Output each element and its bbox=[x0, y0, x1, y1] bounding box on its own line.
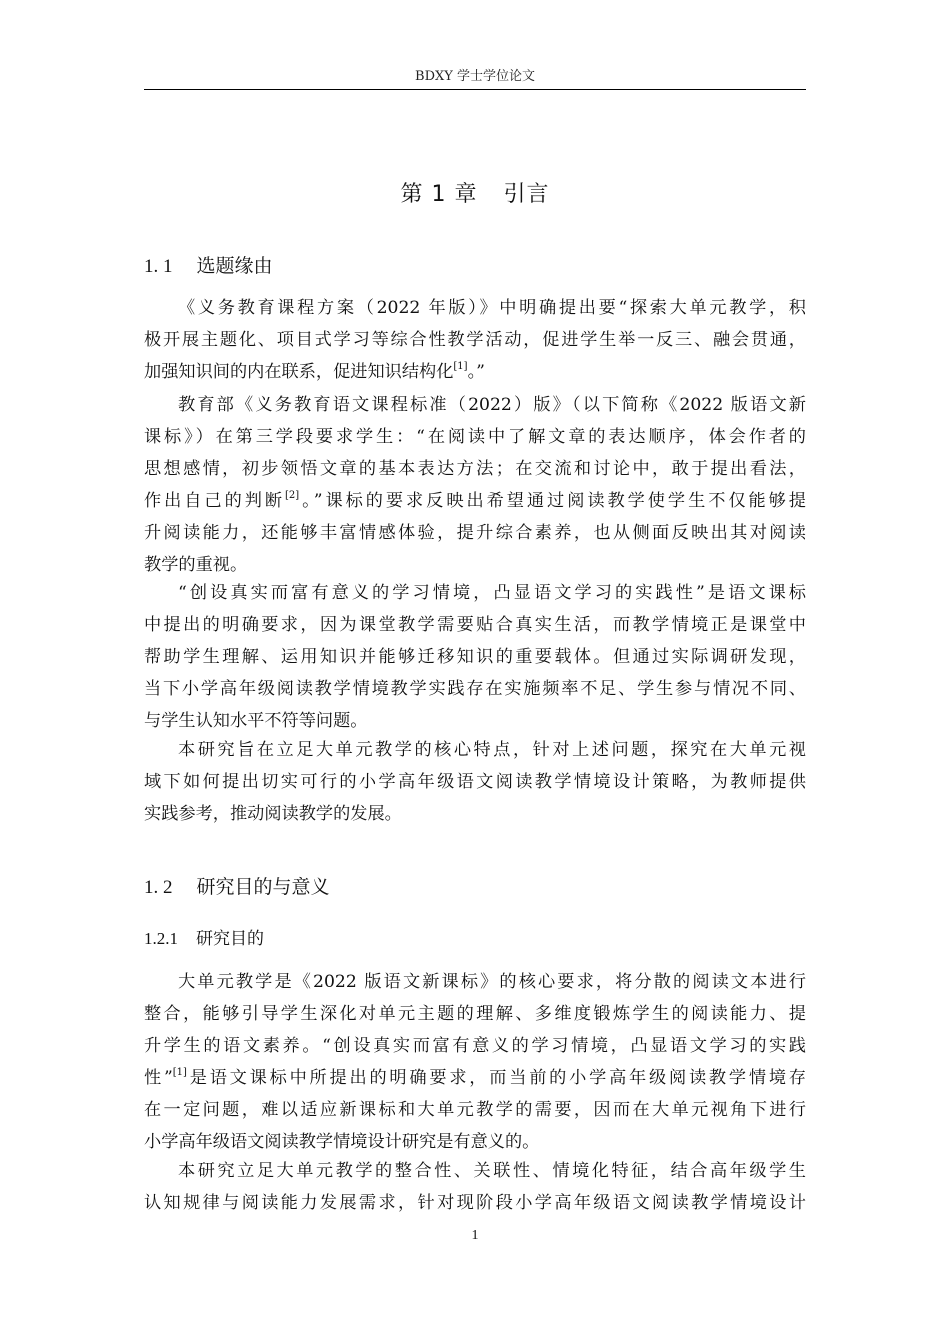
paragraph-1-1-b bbox=[144, 389, 806, 581]
text-line: 与学生认知水平不符等问题。 bbox=[144, 711, 368, 731]
text-line bbox=[144, 1062, 806, 1094]
subsection-heading-1-2-1 bbox=[144, 926, 264, 952]
section-title: 选题缘由 bbox=[196, 255, 273, 277]
section-number: 1. 2 bbox=[144, 877, 173, 898]
chapter-name: 引言 bbox=[503, 182, 550, 207]
section-heading-1-1 bbox=[144, 252, 273, 281]
text-line: 域下如何提出切实可行的小学高年级语文阅读教学情境设计策略，为教师提供 bbox=[144, 772, 806, 792]
line-text-after: 。”课标的要求反映出希望通过阅读教学使学生不仅能够提 bbox=[299, 491, 806, 511]
text-line: 帮助学生理解、运用知识并能够迁移知识的重要载体。但通过实际调研发现， bbox=[144, 647, 806, 667]
page-number: 1 bbox=[471, 1228, 479, 1243]
text-line: 认知规律与阅读能力发展需求，针对现阶段小学高年级语文阅读教学情境设计 bbox=[144, 1193, 806, 1213]
line-text: 加强知识间的内在联系，促进知识结构化 bbox=[144, 362, 454, 382]
paragraph-1-1-c bbox=[144, 577, 806, 737]
subsection-number: 1.2.1 bbox=[144, 929, 178, 948]
text-line: 小学高年级语文阅读教学情境设计研究是有意义的。 bbox=[144, 1132, 540, 1152]
text-line: 升阅读能力，还能够丰富情感体验，提升综合素养，也从侧面反映出其对阅读 bbox=[144, 523, 806, 543]
text-line: 升学生的语文素养。“创设真实而富有意义的学习情境，凸显语文学习的实践 bbox=[144, 1036, 806, 1056]
citation-mark: [1] bbox=[453, 361, 468, 372]
paragraph-1-2-1-a bbox=[144, 966, 806, 1158]
paragraph-1-2-1-b bbox=[144, 1155, 806, 1219]
subsection-title: 研究目的 bbox=[196, 929, 264, 949]
text-line: 思想感情，初步领悟文章的基本表达方法；在交流和讨论中，敢于提出看法， bbox=[144, 459, 806, 479]
text-line: 课标》）在第三学段要求学生：“在阅读中了解文章的表达顺序，体会作者的 bbox=[144, 427, 806, 447]
section-heading-1-2 bbox=[144, 873, 330, 902]
line-text-after: 是语文课标中所提出的明确要求，而当前的小学高年级阅读教学情境存 bbox=[186, 1068, 806, 1088]
line-text: 性” bbox=[144, 1068, 173, 1088]
chapter-number: 第 1 章 bbox=[400, 182, 478, 207]
text-line: 《义务教育课程方案（2022 年版）》中明确提出要“探索大单元教学，积 bbox=[178, 298, 806, 318]
chapter-title bbox=[144, 178, 806, 212]
text-line: 教育部《义务教育语文课程标准（2022）版》（以下简称《2022 版语文新 bbox=[178, 395, 806, 415]
text-line: “创设真实而富有意义的学习情境，凸显语文学习的实践性”是语文课标 bbox=[178, 583, 806, 603]
text-line: 本研究旨在立足大单元教学的核心特点，针对上述问题，探究在大单元视 bbox=[178, 740, 806, 760]
paragraph-1-1-d bbox=[144, 734, 806, 830]
citation-mark: [2] bbox=[285, 490, 300, 501]
text-line: 在一定问题，难以适应新课标和大单元教学的需要，因而在大单元视角下进行 bbox=[144, 1100, 806, 1120]
text-line: 整合，能够引导学生深化对单元主题的理解、多维度锻炼学生的阅读能力、提 bbox=[144, 1004, 806, 1024]
text-line: 极开展主题化、项目式学习等综合性教学活动，促进学生举一反三、融会贯通， bbox=[144, 330, 806, 350]
text-line: 当下小学高年级阅读教学情境教学实践存在实施频率不足、学生参与情况不同、 bbox=[144, 679, 806, 699]
text-line bbox=[144, 356, 806, 388]
line-text: 作出自己的判断 bbox=[144, 491, 286, 511]
citation-mark: [1] bbox=[172, 1067, 187, 1078]
header-rule bbox=[144, 89, 806, 90]
text-line: 教学的重视。 bbox=[144, 555, 248, 575]
text-line: 实践参考，推动阅读教学的发展。 bbox=[144, 804, 402, 824]
section-title: 研究目的与意义 bbox=[196, 876, 330, 898]
text-line bbox=[144, 485, 806, 517]
text-line: 中提出的明确要求，因为课堂教学需要贴合真实生活，而教学情境正是课堂中 bbox=[144, 615, 806, 635]
text-line: 本研究立足大单元教学的整合性、关联性、情境化特征，结合高年级学生 bbox=[178, 1161, 806, 1181]
text-line: 大单元教学是《2022 版语文新课标》的核心要求，将分散的阅读文本进行 bbox=[178, 972, 806, 992]
line-text-after: 。” bbox=[467, 362, 485, 382]
paragraph-1-1-a bbox=[144, 292, 806, 388]
running-header: BDXY 学士学位论文 bbox=[415, 69, 535, 84]
section-number: 1. 1 bbox=[144, 256, 173, 277]
